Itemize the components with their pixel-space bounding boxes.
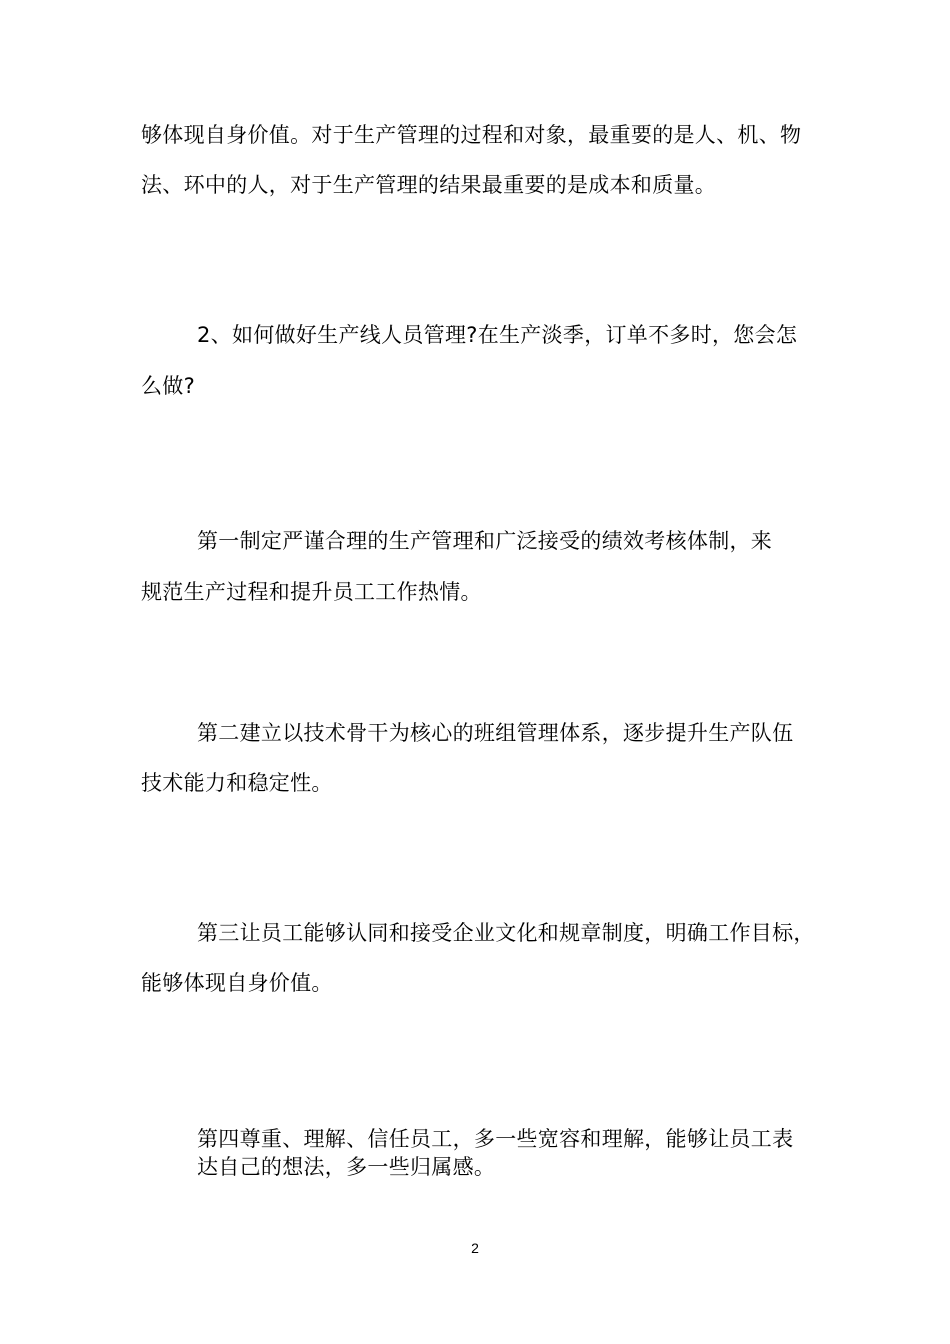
page-number: 2 — [471, 1240, 479, 1256]
paragraph-2-line-2: 么做? — [141, 374, 196, 398]
paragraph-1-line-1: 够体现自身价值。对于生产管理的过程和对象，最重要的是人、机、物 — [141, 123, 802, 147]
paragraph-3-line-2: 规范生产过程和提升员工工作热情。 — [141, 580, 482, 604]
paragraph-4-line-1: 第二建立以技术骨干为核心的班组管理体系，逐步提升生产队伍 — [197, 721, 794, 745]
paragraph-5-line-1: 第三让员工能够认同和接受企业文化和规章制度，明确工作目标， — [197, 921, 815, 945]
paragraph-6-line-2: 达自己的想法，多一些归属感。 — [197, 1155, 496, 1179]
paragraph-3-line-1: 第一制定严谨合理的生产管理和广泛接受的绩效考核体制，来 — [197, 529, 773, 553]
paragraph-5-line-2: 能够体现自身价值。 — [141, 971, 333, 995]
paragraph-6-line-1: 第四尊重、理解、信任员工，多一些宽容和理解，能够让员工表 — [197, 1127, 794, 1151]
paragraph-1-line-2: 法、环中的人，对于生产管理的结果最重要的是成本和质量。 — [141, 173, 717, 197]
paragraph-4-line-2: 技术能力和稳定性。 — [141, 771, 333, 795]
paragraph-2-line-1: 2、如何做好生产线人员管理?在生产淡季，订单不多时，您会怎 — [197, 323, 798, 347]
